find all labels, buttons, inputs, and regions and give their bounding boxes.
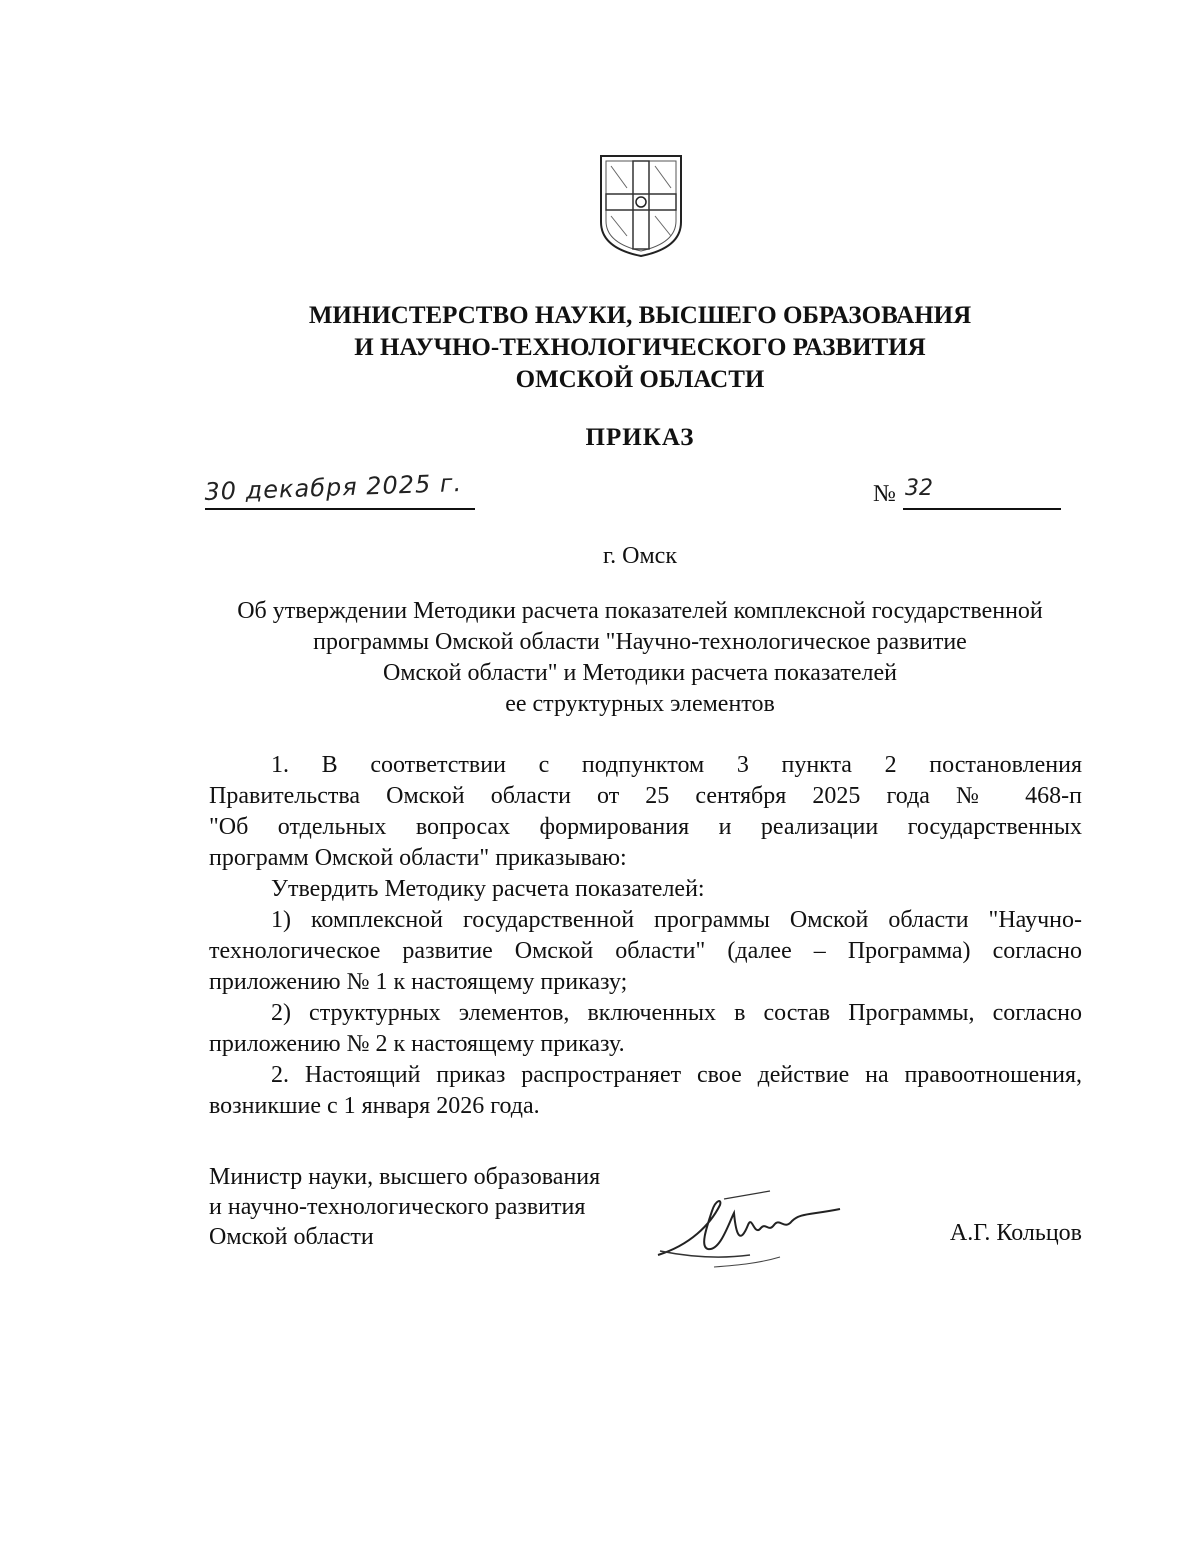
body-line: приложению № 1 к настоящему приказу; [209, 969, 628, 995]
ministry-title-line: И НАУЧНО-ТЕХНОЛОГИЧЕСКОГО РАЗВИТИЯ [354, 334, 926, 361]
body-line: 1) комплексной государственной программы Омской области "Научно- [271, 907, 1082, 933]
subject-line: программы Омской области "Научно-технологическое развитие [313, 629, 967, 655]
handwritten-date: 30 декабря 2025 г. [204, 469, 463, 506]
handwritten-number: 32 [905, 476, 933, 501]
signer-name: А.Г. Кольцов [949, 1220, 1082, 1246]
signer-position [209, 1162, 600, 1252]
ministry-title-line: ОМСКОЙ ОБЛАСТИ [515, 366, 765, 393]
ministry-title-line: МИНИСТЕРСТВО НАУКИ, ВЫСШЕГО ОБРАЗОВАНИЯ [308, 302, 972, 329]
document-type: ПРИКАЗ [585, 424, 695, 451]
number-sign: № [873, 481, 896, 507]
body-line: 2. Настоящий приказ распространяет свое действие на правоотношения, [271, 1062, 1082, 1088]
body-line: возникшие с 1 января 2026 года. [209, 1093, 540, 1119]
ministry-title [200, 300, 1080, 396]
body-line: 1. В соответствии с подпунктом 3 пункта 2 постановления [271, 752, 1082, 778]
signer-position-line: Омской области [209, 1224, 374, 1250]
body-line: Правительства Омской области от 25 сентября 2025 года № 468-п [209, 783, 1082, 809]
signer-position-line: Министр науки, высшего образования [209, 1164, 601, 1190]
document-number [873, 478, 1063, 512]
body-line: 2) структурных элементов, включенных в состав Программы, согласно [271, 1000, 1082, 1026]
body-line: приложению № 2 к настоящему приказу. [209, 1031, 625, 1057]
coat-of-arms-emblem [597, 152, 685, 260]
subject-line: Омской области" и Методики расчета показателей [383, 660, 897, 686]
number-underline [903, 508, 1061, 510]
document-body [209, 750, 1082, 1122]
subject-line: Об утверждении Методики расчета показателей комплексной государственной [237, 598, 1043, 624]
body-line: технологическое развитие Омской области" (далее – Программа) согласно [209, 938, 1082, 964]
subject-line: ее структурных элементов [505, 691, 775, 717]
body-line: "Об отдельных вопросах формирования и реализации государственных [209, 814, 1082, 840]
city: г. Омск [603, 543, 677, 569]
document-subject [200, 596, 1080, 720]
date-underline [205, 508, 475, 510]
body-line: программ Омской области" приказываю: [209, 845, 627, 871]
body-line: Утвердить Методику расчета показателей: [271, 876, 705, 902]
handwritten-signature [650, 1185, 850, 1275]
signer-position-line: и научно-технологического развития [209, 1194, 586, 1220]
